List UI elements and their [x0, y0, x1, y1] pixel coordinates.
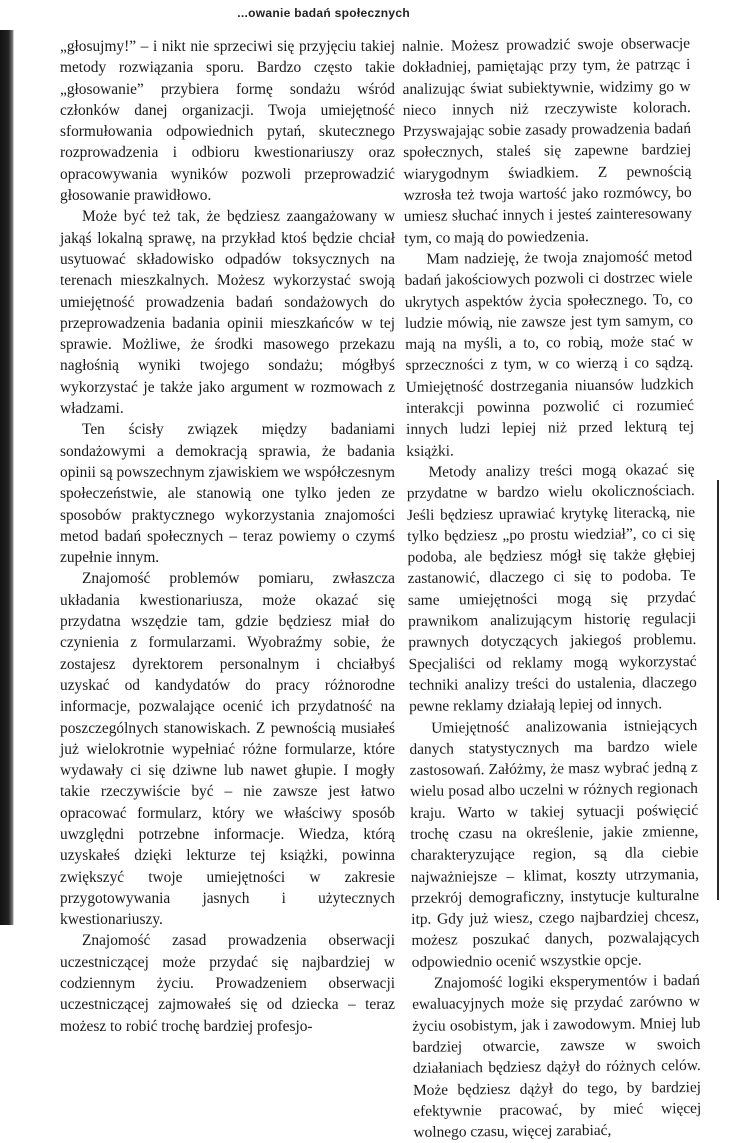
paragraph: Może być też tak, że będziesz zaangażowany w jakąś lokalną sprawę, na przykład ktoś będzie chciał usytuować składowisko odpadów toksycznych na terenach mieszkalnych. Możesz wykorzystać swoją umiejętność prowadzenia badań sondażowych do przeprowadzenia badania opinii mieszkańców w tej sprawie. Możliwe, że środki masowego przekazu nagłośnią wyniki twojego sondażu; mógłbyś wykorzystać je także jako argument w rozmowach z władzami.: [60, 208, 395, 418]
paragraph: Mam nadzieję, że twoja znajomość metod badań jakościowych pozwoli ci dostrzec wiele ukrytych aspektów życia społecznego. To, co ludzie mówią, nie zawsze jest tym samym, co mają na myśli, a to, co robią, może stać w sprzeczności z tym, w co wierzą i co sądzą. Umiejętność dostrzegania niuansów ludzkich interakcji powinna pozwolić ci rozumieć innych ludzi lepiej niż przed lekturą tej książki.: [404, 247, 695, 460]
paragraph: Znajomość problemów pomiaru, zwłaszcza układania kwestionariusza, może okazać się przydatna wszędzie tam, gdzie będziesz miał do czynienia z formularzami. Wyobraźmy sobie, że zostajesz dyrektorem personalnym i chciałbyś uzyskać od kandydatów do pracy różnorodne informacje, pozwalające ocenić ich przydatność na poszczególnych stanowiskach. Z pewnością musiałeś już wielokrotnie wypełniać różne formularze, które wydawały ci się dziwne lub nawet głupie. I mogły takie rzeczywiście być – nie zawsze jest łatwo opracować formularz, który we właściwy sposób uwzględni potrzebne informacje. Wiedza, którą uzyskałeś dzięki lekturze tej książki, powinna zwiększyć twoje umiejętności w zakresie przygotowywania jasnych i użytecznych kwestionariuszy.: [60, 570, 395, 929]
scan-binding-shadow: [0, 30, 14, 925]
paragraph: Znajomość zasad prowadzenia obserwacji uczestniczącej może przydać się najbardziej w codziennym życiu. Prowadzeniem obserwacji uczestniczącej zajmowałeś się od dziecka – teraz możesz to robić trochę bardziej profesjo-: [60, 932, 395, 1035]
running-head: ...owanie badań społecznych: [237, 6, 410, 20]
right-column: [402, 33, 702, 1143]
scan-right-edge: [717, 480, 719, 900]
paragraph: nalnie. Możesz prowadzić swoje obserwacje dokładniej, pamiętając przy tym, że patrząc i analizując świat subiektywnie, widzimy go w nieco innych niż rzeczywiste kolorach. Przyswajając sobie zasady prowadzenia badań społecznych, staleś się zapewne bardziej wiarygodnym świadkiem. Z pewnością wzrosła też twoja wartość jako rozmówcy, bo umiesz słuchać innych i jesteś zainteresowany tym, co mają do powiedzenia.: [402, 34, 692, 247]
paragraph: Metody analizy treści mogą okazać się przydatne w bardzo wielu okolicznościach. Jeśli będziesz uprawiać krytykę literacką, nie tylko będziesz „po prostu wiedział”, co ci się podoba, ale będziesz mógł się także głębiej zastanowić, dlaczego ci się to podoba. Te same umiejętności mogą się przydać prawnikom analizującym historię regulacji prawnych dotyczących jakiegoś problemu. Specjaliści od reklamy mogą wykorzystać techniki analizy treści do ustalenia, dlaczego pewne reklamy działają lepiej od innych.: [406, 460, 697, 716]
paragraph: „głosujmy!” – i nikt nie sprzeciwi się przyjęciu takiej metody rozwiązania sporu. Bardzo często takie „głosowanie” przybiera formę sondażu wśród członków danej organizacji. Twoja umiejętność sformułowania odpowiednich pytań, skutecznego rozprowadzenia i odbioru kwestionariuszy oraz opracowywania wyników pozwoli przeprowadzić głosowanie prawidłowo.: [60, 38, 395, 205]
paragraph: Ten ścisły związek między badaniami sondażowymi a demokracją sprawia, że badania opinii są powszechnym zjawiskiem we współczesnym społeczeństwie, ale stanowią one tylko jeden ze sposobów praktycznego wykorzystania znajomości metod badań społecznych – teraz powiemy o czymś zupełnie innym.: [60, 421, 395, 567]
paragraph: Znajomość logiki eksperymentów i badań ewaluacyjnych może się przydać zarówno w życiu osobistym, jak i zawodowym. Mniej lub bardziej otwarcie, zawsze w swoich działaniach będziesz dążył do różnych celów. Może będziesz dążył do tego, by bardziej efektywnie pracować, by mieć więcej wolnego czasu, więcej zarabiać,: [412, 971, 702, 1142]
paragraph: Umiejętność analizowania istniejących danych statystycznych ma bardzo wiele zastosowań. Załóżmy, że masz wybrać jedną z wielu posad albo uczelni w różnych regionach kraju. Warto w takiej sytuacji poświęcić trochę czasu na określenie, jakie zmienne, charakteryzujące region, są dla ciebie najważniejsze – klimat, koszty utrzymania, przekrój demograficzny, instytucje kulturalne itp. Gdy już wiesz, czego najbardziej chcesz, możesz poszukać danych, pozwalających odpowiednio ocenić wszystkie opcje.: [409, 716, 700, 971]
left-column: [60, 36, 395, 1037]
